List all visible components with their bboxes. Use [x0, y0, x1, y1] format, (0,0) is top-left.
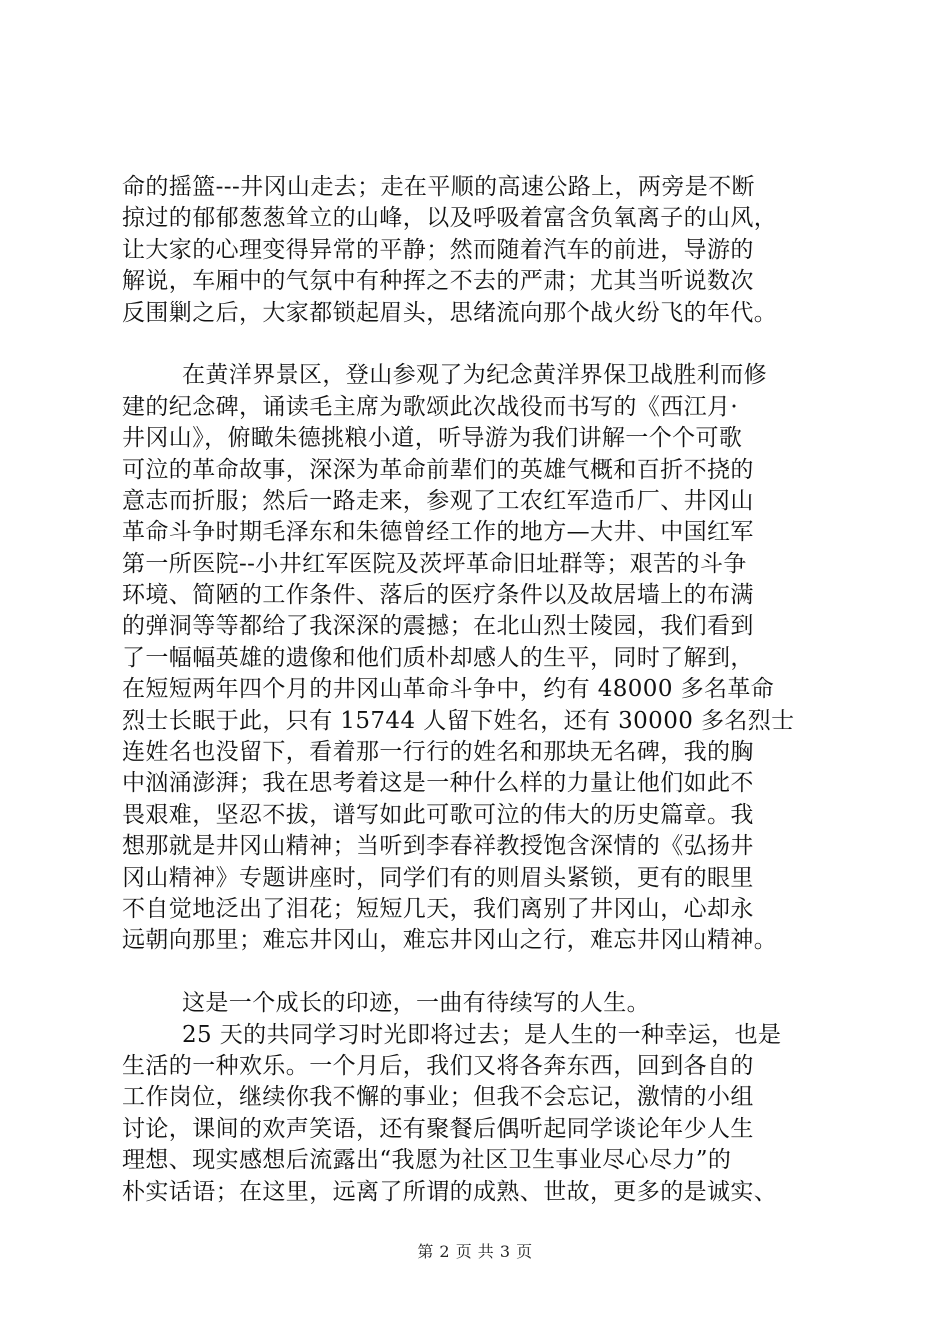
text-line: 冈山精神》专题讲座时，同学们有的则眉头紧锁，更有的眼里 [122, 864, 754, 891]
paragraph-spacer [122, 957, 842, 988]
text-line: 在短短两年四个月的井冈山革命斗争中，约有 48000 多名革命 [122, 676, 775, 703]
text-line: 远朝向那里；难忘井冈山，难忘井冈山之行，难忘井冈山精神。 [122, 927, 778, 954]
text-line: 工作岗位，继续你我不懈的事业；但我不会忘记，激情的小组 [122, 1084, 754, 1111]
text-line: 革命斗争时期毛泽东和朱德曾经工作的地方—大井、中国红军 [122, 519, 754, 546]
text-line: 第一所医院--小井红军医院及茨坪革命旧址群等；艰苦的斗争 [122, 550, 747, 577]
text-line: 25 天的共同学习时光即将过去；是人生的一种幸运，也是 [182, 1021, 782, 1048]
text-line: 理想、现实感想后流露出“我愿为社区卫生事业尽心尽力”的 [122, 1147, 732, 1174]
paragraph [122, 172, 842, 329]
text-line: 在黄洋界景区，登山参观了为纪念黄洋界保卫战胜利而修 [182, 362, 767, 389]
text-line: 想那就是井冈山精神；当听到李春祥教授饱含深情的《弘扬井 [122, 833, 754, 860]
text-line: 命的摇篮---井冈山走去；走在平顺的高速公路上，两旁是不断 [122, 174, 755, 200]
text-line: 反围剿之后，大家都锁起眉头，思绪流向那个战火纷飞的年代。 [122, 299, 778, 326]
text-line: 连姓名也没留下，看着那一行行的姓名和那块无名碑，我的胸 [122, 739, 754, 766]
text-line: 解说，车厢中的气氛中有种挥之不去的严肃；尤其当听说数次 [122, 268, 754, 295]
text-line: 井冈山》，俯瞰朱德挑粮小道，听导游为我们讲解一个个可歌 [122, 425, 743, 452]
text-line: 掠过的郁郁葱葱耸立的山峰，以及呼吸着富含负氧离子的山风， [122, 205, 778, 232]
text-line: 了一幅幅英雄的遗像和他们质朴却感人的生平，同时了解到， [122, 644, 754, 671]
document-body [122, 172, 842, 1208]
paragraph [122, 988, 842, 1019]
text-line: 这是一个成长的印迹，一曲有待续写的人生。 [182, 990, 650, 1017]
paragraph [122, 1020, 842, 1208]
text-line: 畏艰难，坚忍不拔，谱写如此可歌可泣的伟大的历史篇章。我 [122, 801, 754, 828]
page-footer: 第 2 页 共 3 页 [417, 1242, 533, 1261]
text-line: 的弹洞等等都给了我深深的震撼；在北山烈士陵园，我们看到 [122, 613, 754, 640]
text-line: 意志而折服；然后一路走来，参观了工农红军造币厂、井冈山 [122, 487, 754, 514]
text-line: 讨论，课间的欢声笑语，还有聚餐后偶听起同学谈论年少人生 [122, 1115, 754, 1142]
text-line: 不自觉地泛出了泪花；短短几天，我们离别了井冈山，心却永 [122, 895, 754, 922]
text-line: 烈士长眠于此，只有 15744 人留下姓名，还有 30000 多名烈士 [122, 707, 795, 734]
text-line: 建的纪念碑，诵读毛主席为歌颂此次战役而书写的《西江月· [122, 393, 739, 420]
paragraph [122, 360, 842, 956]
text-line: 可泣的革命故事，深深为革命前辈们的英雄气概和百折不挠的 [122, 456, 754, 483]
paragraph-spacer [122, 329, 842, 360]
text-line: 生活的一种欢乐。一个月后，我们又将各奔东西，回到各自的 [122, 1052, 754, 1079]
text-line: 中汹涌澎湃；我在思考着这是一种什么样的力量让他们如此不 [122, 770, 754, 797]
text-line: 朴实话语；在这里，远离了所谓的成熟、世故，更多的是诚实、 [122, 1178, 778, 1205]
text-line: 环境、简陋的工作条件、落后的医疗条件以及故居墙上的布满 [122, 582, 754, 609]
text-line: 让大家的心理变得异常的平静；然而随着汽车的前进，导游的 [122, 236, 754, 263]
